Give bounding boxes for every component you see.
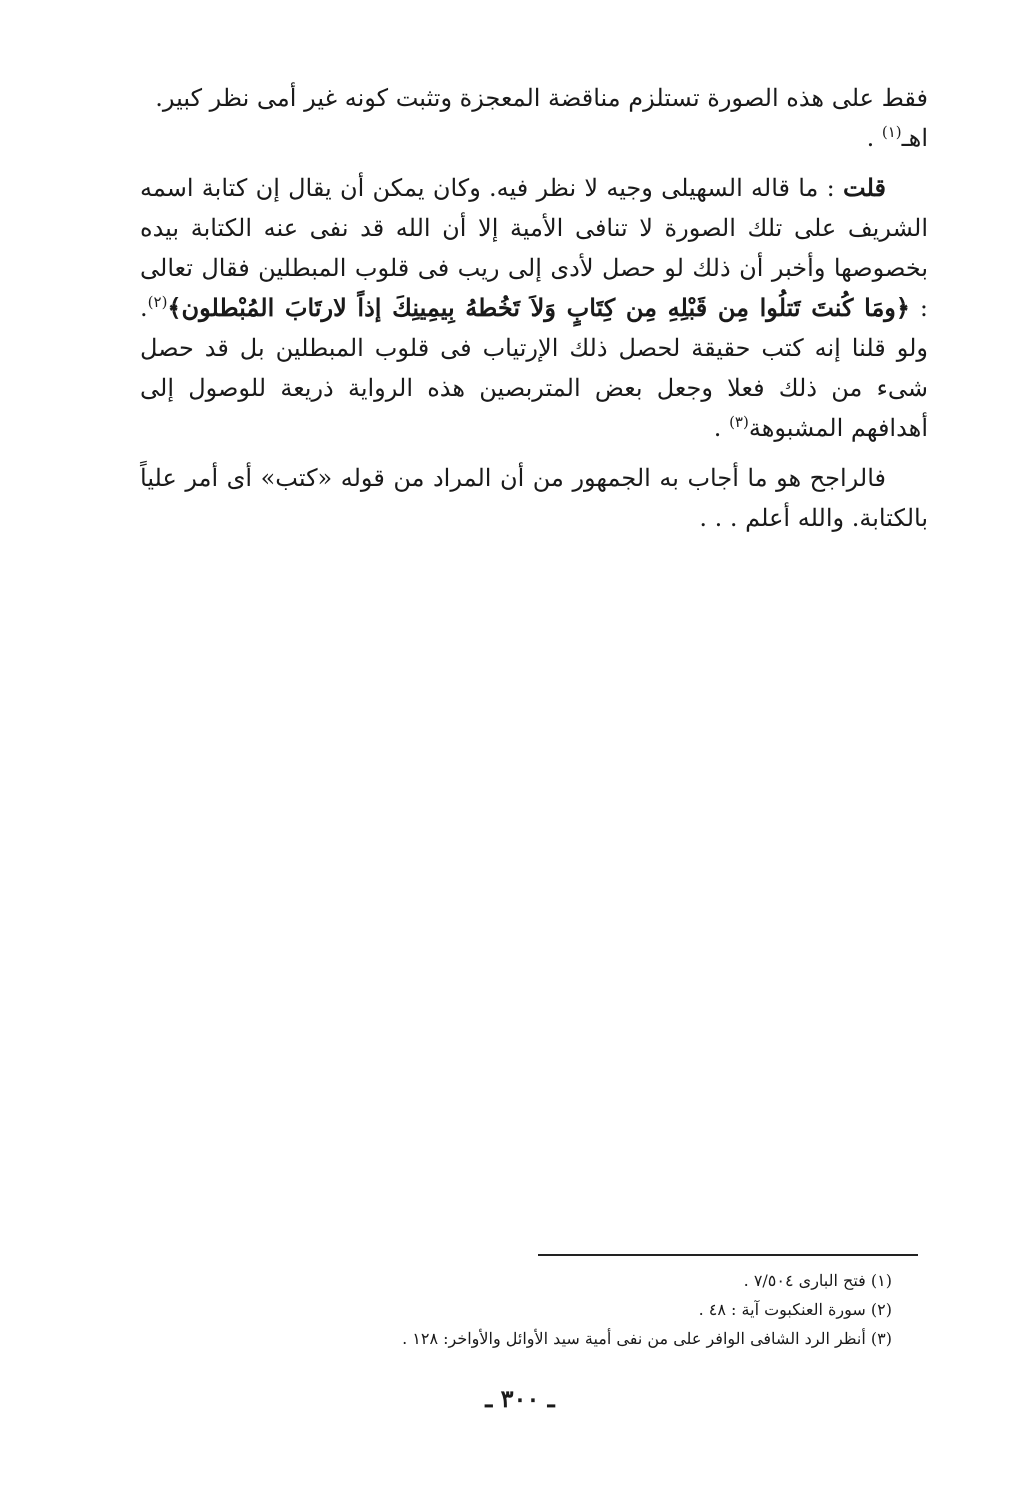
paragraph-1-text: فقط على هذه الصورة تستلزم مناقضة المعجزة وتثبت كونه غير أمى نظر كبير. — [155, 84, 928, 112]
paragraph-3-text: فالراجح هو ما أجاب به الجمهور من أن المراد من قوله «كتب» أى أمر علياً بالكتابة. والله أعلم . . . — [140, 464, 928, 532]
paragraph-2 — [140, 168, 928, 448]
footnote-2: (٢) سورة العنكبوت آية : ٤٨ . — [698, 1300, 892, 1319]
paragraph-2-end: . — [713, 414, 730, 442]
quran-verse: ﴿ومَا كُنتَ تَتلُوا مِن قَبْلِهِ مِن كِتَابٍ وَلاَ تَخُطهُ بِيمِينِكَ إذاً لارتَابَ المُبْطلون﴾ — [167, 293, 910, 322]
footnote-ref-2: (٢) — [147, 293, 168, 311]
paragraph-1 — [140, 78, 928, 158]
footnotes — [300, 1266, 892, 1353]
paragraph-3 — [140, 458, 928, 538]
main-text — [140, 78, 928, 548]
paragraph-2-lead: قلت — [843, 173, 886, 202]
paragraph-2-text-a: : ما قاله السهيلى وجيه لا نظر فيه. وكان يمكن أن يقال إن كتابة اسمه الشريف على تلك الصورة لا تنافى الأمية إلا أن الله قد نفى عنه الكتابة بيده بخصوصها وأخبر أن ذلك لو حصل لأدى إلى ريب فى قلوب المبطلين فقال تعالى : — [140, 174, 928, 322]
footnote-divider — [538, 1254, 918, 1256]
page-number: ـ ٣٠٠ ـ — [485, 1384, 555, 1413]
footnote-3: (٣) أنظر الرد الشافى الوافر على من نفى أمية سيد الأوائل والأواخر: ١٢٨ . — [402, 1329, 892, 1348]
paragraph-1-tail: اهـ — [901, 124, 928, 152]
footnote-1: (١) فتح البارى ٧/٥٠٤ . — [743, 1271, 892, 1290]
paragraph-1-tail-end: . — [866, 124, 882, 152]
paragraph-2-text-b: . ولو قلنا إنه كتب حقيقة لحصل ذلك الإرتياب فى قلوب المبطلين بل قد حصل شىء من ذلك فعلا وجعل بعض المتربصين هذه الرواية ذريعة للوصول إلى أهدافهم المشبوهة — [140, 294, 928, 442]
footnote-ref-3: (٣) — [729, 413, 749, 431]
footnote-ref-1: (١) — [881, 123, 902, 141]
